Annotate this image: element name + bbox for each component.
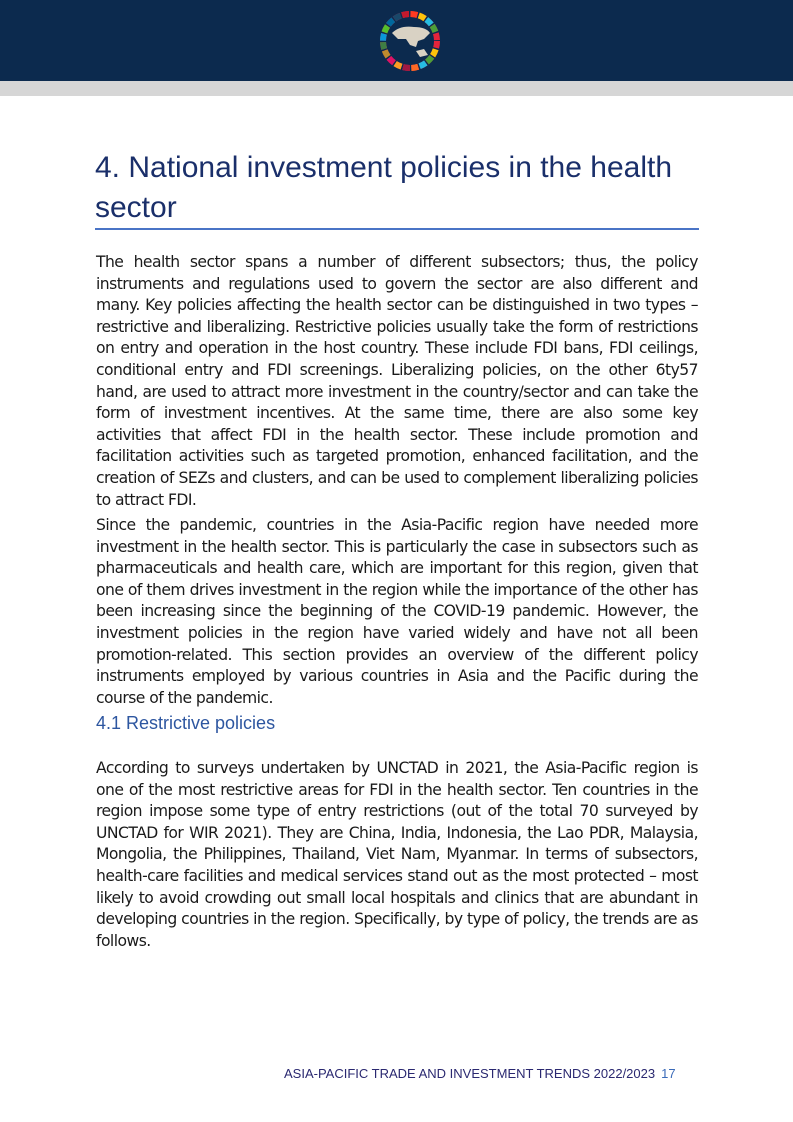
sdg-globe-logo-icon — [378, 9, 442, 73]
header-divider — [0, 81, 793, 96]
body-paragraph: Since the pandemic, countries in the Asia-Pacific region have needed more investment in the health sector. This is particularly the case in subsectors such as pharmaceuticals and health care, which are important for this region, given that one of them drives investment in the region while the importance of the other has been increasing since the beginning of the COVID-19 pandemic. However, the investment policies in the region have varied widely and have not all been promotion-related. This section provides an overview of the different policy instruments employed by various countries in Asia and the Pacific during the course of the pandemic. — [96, 516, 698, 707]
section-heading: 4.1 Restrictive policies — [96, 713, 276, 733]
page-title: 4. National investment policies in the health sector — [95, 151, 673, 224]
title-underline — [95, 228, 699, 230]
page-footer — [284, 1066, 676, 1081]
page-number: 17 — [661, 1066, 676, 1081]
footer-title: ASIA-PACIFIC TRADE AND INVESTMENT TRENDS 2022/2023 — [284, 1066, 656, 1081]
body-paragraph: The health sector spans a number of different subsectors; thus, the policy instruments and regulations used to govern the sector are also different and many. Key policies affecting the health sector can be distinguished in two types – restrictive and liberalizing. Restrictive policies usually take the form of restrictions on entry and operation in the host country. These include FDI bans, FDI ceilings, conditional entry and FDI screenings. Liberalizing policies, on the other 6ty57 hand, are used to attract more investment in the country/sector and can take the form of investment incentives. At the same time, there are also some key activities that affect FDI in the health sector. These include promotion and facilitation activities such as targeted promotion, enhanced facilitation, and the creation of SEZs and clusters, and can be used to complement liberalizing policies to attract FDI. — [96, 253, 698, 509]
body-paragraph: According to surveys undertaken by UNCTAD in 2021, the Asia-Pacific region is one of the most restrictive areas for FDI in the health sector. Ten countries in the region impose some type of entry restrictions (out of the total 70 surveyed by UNCTAD for WIR 2021). They are China, India, Indonesia, the Lao PDR, Malaysia, Mongolia, the Philippines, Thailand, Viet Nam, Myanmar. In terms of subsectors, health-care facilities and medical services stand out as the most protected – most likely to avoid crowding out small local hospitals and clinics that are abundant in developing countries in the region. Specifically, by type of policy, the trends are as follows. — [96, 759, 698, 950]
